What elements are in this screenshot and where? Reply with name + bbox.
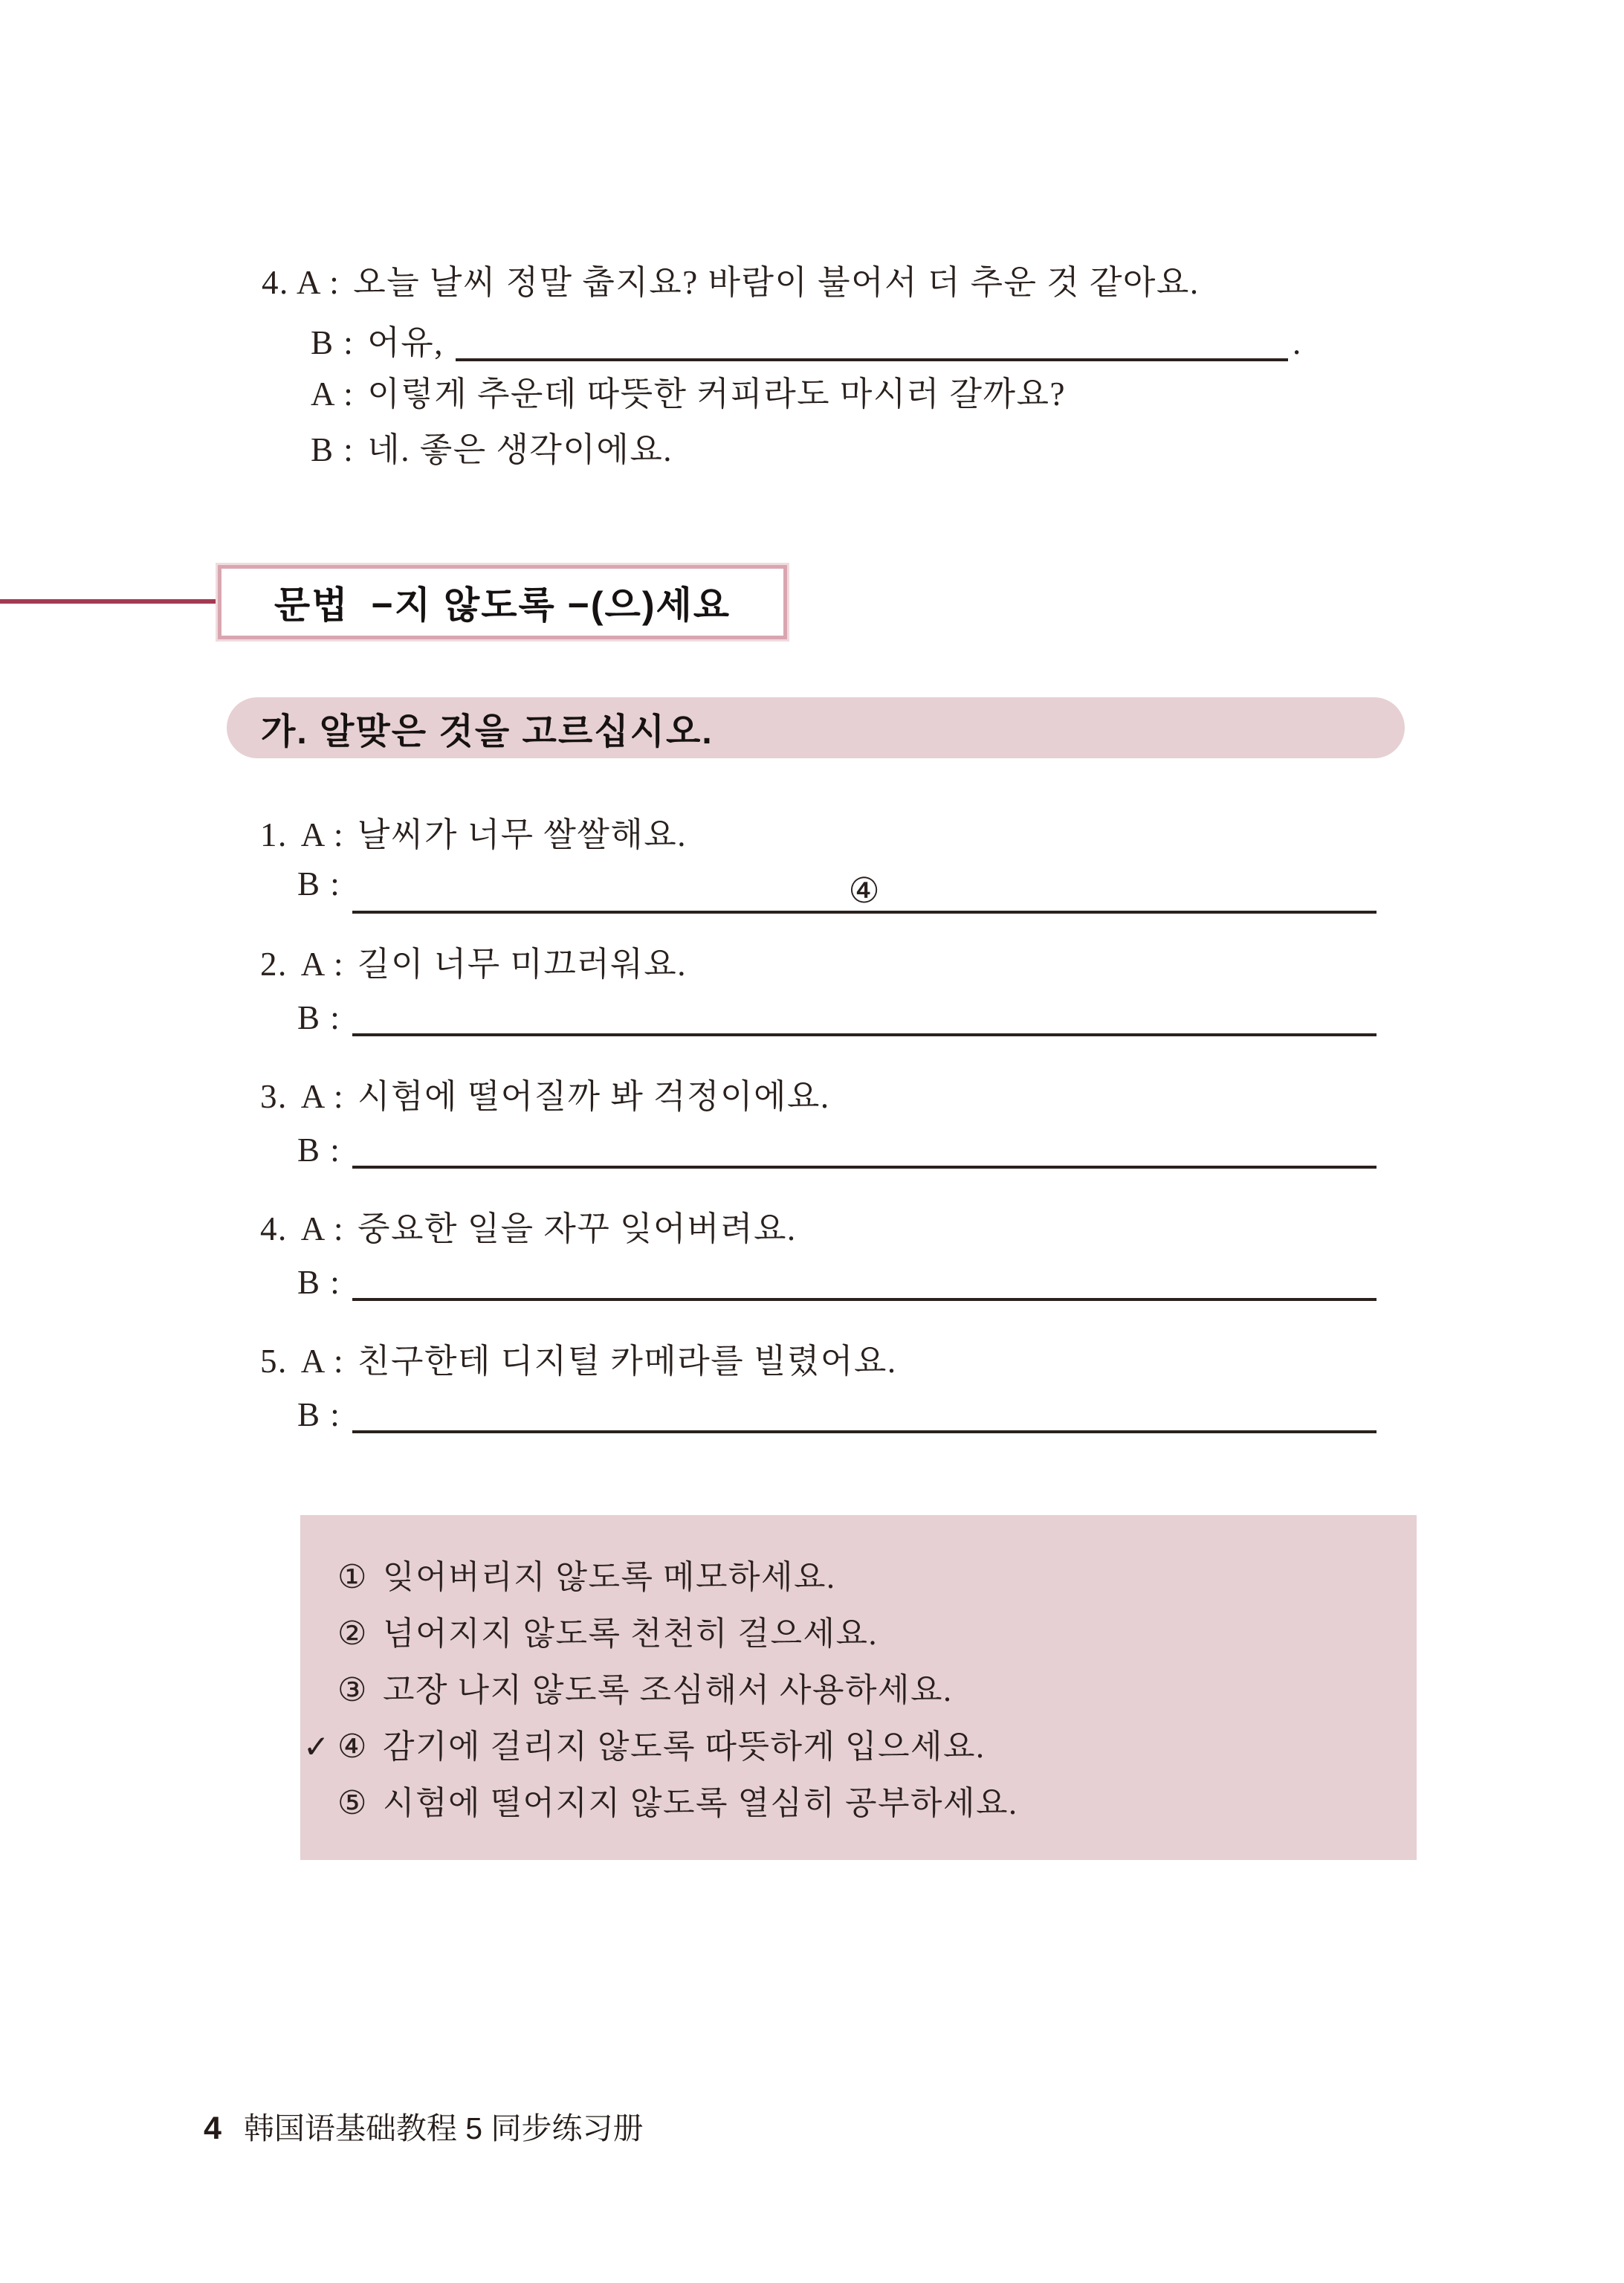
option-row: [337, 1671, 953, 1711]
option-row: [337, 1615, 878, 1654]
item-number: 3.: [260, 1078, 288, 1115]
item-number: 2.: [260, 946, 288, 983]
checkmark-icon: ✓: [303, 1731, 331, 1765]
exercise-item-a-line: [260, 1078, 830, 1117]
item-a-text: 시험에 떨어질까 봐 걱정이에요.: [358, 1078, 830, 1115]
item-number: 5.: [260, 1343, 288, 1380]
speaker-label: A :: [300, 946, 345, 983]
sentence-period: .: [1292, 324, 1302, 361]
exercise-item-b-line: [297, 1392, 1376, 1435]
item-number: 1.: [260, 816, 288, 853]
dialogue-line: [311, 431, 673, 470]
section-header: [227, 697, 1405, 758]
answer-mark: ④: [848, 872, 881, 911]
dialogue-text: 어유,: [367, 324, 444, 361]
fill-in-blank: [352, 995, 1376, 1036]
option-marker: ②: [337, 1615, 368, 1652]
grammar-category: 문법: [274, 584, 349, 626]
grammar-pattern: −지 않도록 −(으)세요: [371, 584, 731, 626]
option-marker: ④: [337, 1728, 368, 1765]
option-text: 시험에 떨어지지 않도록 열심히 공부하세요.: [382, 1785, 1018, 1821]
page-number: 4: [204, 2111, 221, 2146]
exercise-item-b-line: [297, 865, 1376, 914]
dialogue-text: 네. 좋은 생각이에요.: [367, 431, 673, 468]
answer-options-box: [300, 1515, 1417, 1860]
dialogue-line: [262, 264, 1200, 303]
option-marker: ③: [337, 1672, 368, 1708]
exercise-item-b-line: [297, 1127, 1376, 1170]
item-number: 4.: [260, 1210, 288, 1247]
speaker-label: A :: [300, 1078, 345, 1115]
option-marker: ①: [337, 1559, 368, 1595]
exercise-item-b-line: [297, 995, 1376, 1038]
speaker-label: B :: [297, 865, 341, 902]
option-row: [303, 1728, 986, 1767]
option-text: 넘어지지 않도록 천천히 걸으세요.: [382, 1615, 879, 1652]
speaker-label: B :: [297, 999, 341, 1036]
speaker-label: B :: [297, 1396, 341, 1433]
fill-in-blank: [352, 1259, 1376, 1301]
option-row: [337, 1784, 1018, 1824]
speaker-label: 4. A :: [262, 264, 340, 301]
dialogue-line: [311, 320, 1302, 363]
fill-in-blank: [352, 1392, 1376, 1433]
exercise-item-a-line: [260, 1343, 897, 1381]
exercise-item-a-line: [260, 816, 687, 855]
item-a-text: 중요한 일을 자꾸 잊어버려요.: [358, 1210, 797, 1247]
speaker-label: A :: [300, 1210, 345, 1247]
fill-in-blank: [352, 1127, 1376, 1169]
grammar-section-label: [218, 565, 787, 639]
exercise-item-b-line: [297, 1259, 1376, 1302]
item-a-text: 길이 너무 미끄러워요.: [358, 946, 688, 983]
book-title: 韩国语基础教程 5 同步练习册: [243, 2111, 644, 2145]
option-text: 잊어버리지 않도록 메모하세요.: [382, 1559, 836, 1595]
speaker-label: B :: [297, 1131, 341, 1169]
option-row: [337, 1558, 836, 1598]
dialogue-text: 이렇게 추운데 따뜻한 커피라도 마시러 갈까요?: [367, 375, 1066, 413]
page-footer: [204, 2104, 644, 2148]
exercise-item-a-line: [260, 946, 687, 984]
speaker-label: B :: [297, 1264, 341, 1301]
exercise-item-a-line: [260, 1210, 797, 1249]
item-a-text: 날씨가 너무 쌀쌀해요.: [358, 816, 688, 853]
option-marker: ⑤: [337, 1785, 368, 1821]
option-text: 감기에 걸리지 않도록 따뜻하게 입으세요.: [382, 1728, 986, 1765]
speaker-label: A :: [311, 375, 355, 413]
speaker-label: A :: [300, 1343, 345, 1380]
item-a-text: 친구한테 디지털 카메라를 빌렸어요.: [358, 1343, 897, 1380]
fill-in-blank: [456, 320, 1288, 361]
dialogue-line: [311, 375, 1066, 414]
fill-in-blank: [352, 872, 1376, 914]
speaker-label: A :: [300, 816, 345, 853]
option-text: 고장 나지 않도록 조심해서 사용하세요.: [382, 1672, 953, 1708]
speaker-label: B :: [311, 324, 355, 361]
speaker-label: B :: [311, 431, 355, 468]
section-rule: [0, 599, 221, 604]
dialogue-text: 오늘 날씨 정말 춥지요? 바람이 불어서 더 추운 것 같아요.: [353, 264, 1200, 301]
section-header-label: 가. 알맞은 것을 고르십시오.: [261, 711, 714, 752]
